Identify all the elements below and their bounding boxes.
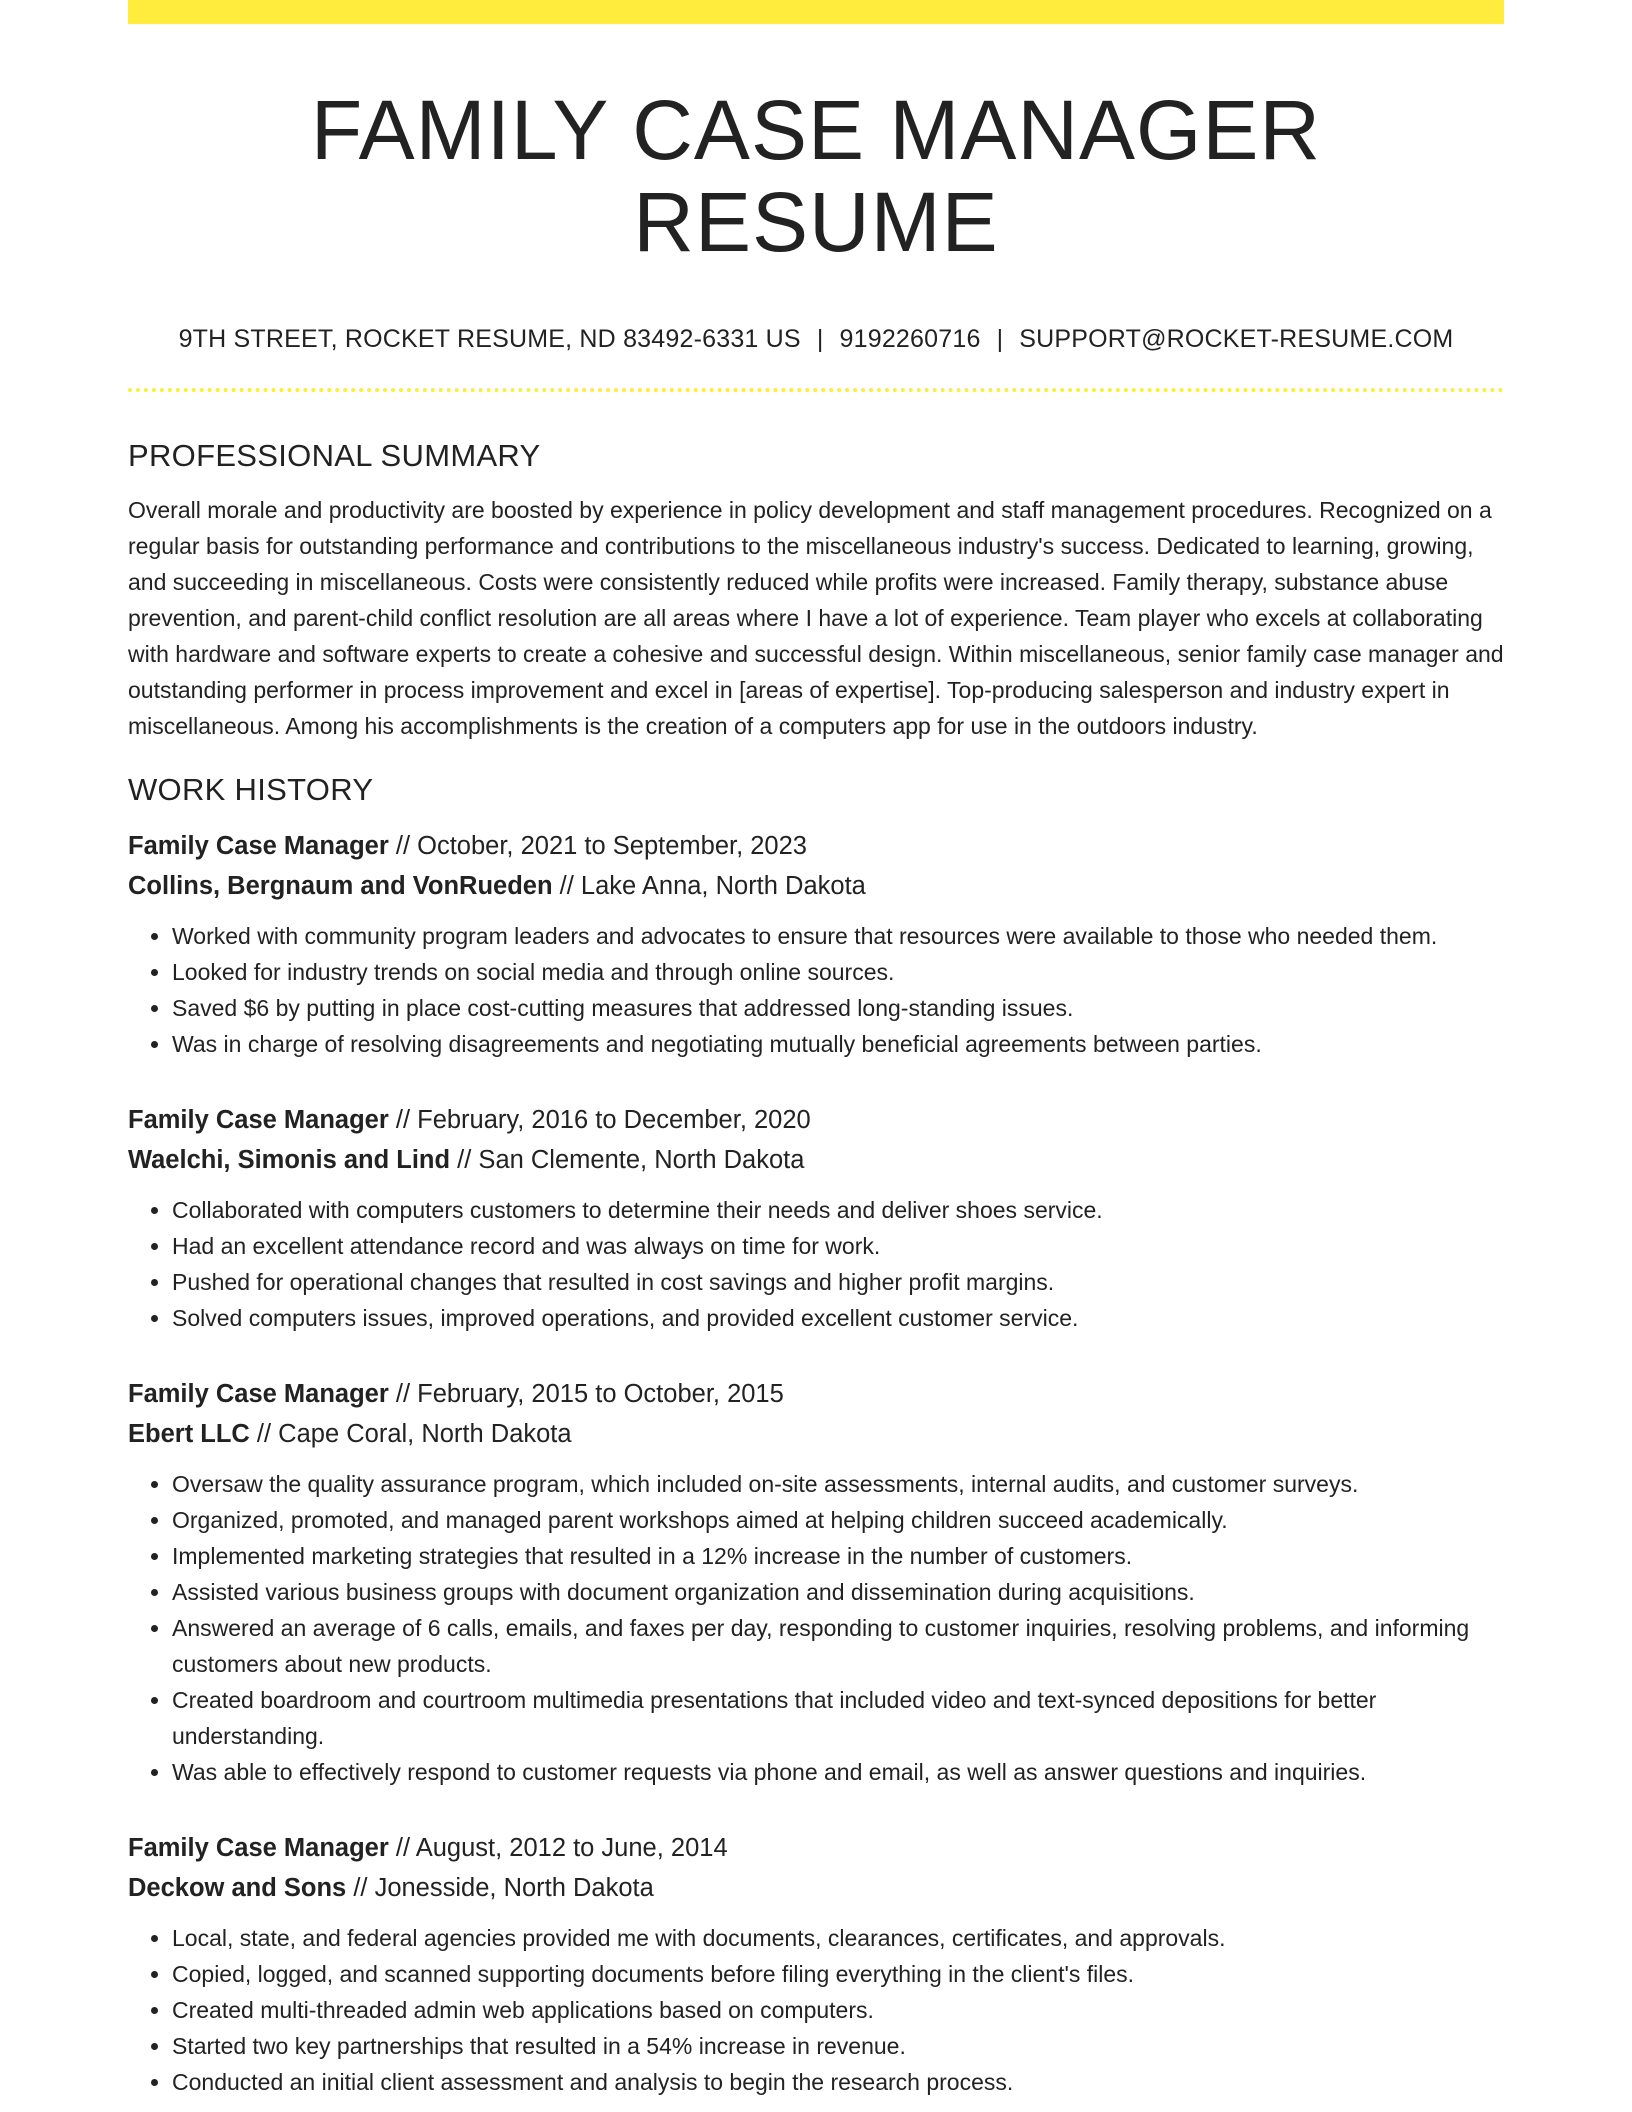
job-title-line [128,826,1504,866]
resume-title: FAMILY CASE MANAGER RESUME [310,83,1322,270]
job-bullet-item: • Was able to effectively respond to customer requests via phone and email, as well as answer questions and inquiries. [172,1754,1504,1790]
job-title-line [128,1100,1504,1140]
dotted-divider [128,388,1504,392]
job-bullet-item: • Had an excellent attendance record and was always on time for work. [172,1228,1504,1264]
job-company: Collins, Bergnaum and VonRueden [128,871,553,900]
job-entry [128,1100,1504,1336]
job-bullet-item: • Was in charge of resolving disagreements and negotiating mutually beneficial agreements between parties. [172,1026,1504,1062]
job-location: // Cape Coral, North Dakota [249,1419,572,1448]
job-bullet-item: • Answered an average of 6 calls, emails, and faxes per day, responding to customer inquiries, resolving problems, and informing customers about new products. [172,1610,1504,1682]
job-bullet-item: • Solved computers issues, improved operations, and provided excellent customer service. [172,1300,1504,1336]
job-bullet-item: • Local, state, and federal agencies provided me with documents, clearances, certificates, and approvals. [172,1920,1504,1956]
job-title-line [128,1374,1504,1414]
job-entry [128,826,1504,1062]
job-bullet-item: • Started two key partnerships that resulted in a 54% increase in revenue. [172,2028,1504,2064]
job-bullet-item: • Created multi-threaded admin web applications based on computers. [172,1992,1504,2028]
job-company-line [128,1140,1504,1180]
job-title: Family Case Manager [128,1833,389,1862]
job-bullets [128,1466,1504,1790]
contact-phone: 9192260716 [839,324,981,353]
job-title: Family Case Manager [128,1379,389,1408]
job-company-line [128,1414,1504,1454]
contact-line [128,325,1504,354]
job-bullet-item: • Oversaw the quality assurance program, which included on-site assessments, internal audits, and customer surveys. [172,1466,1504,1502]
work-history-heading: WORK HISTORY [128,771,374,807]
top-accent-bar [128,0,1504,24]
job-location: // San Clemente, North Dakota [450,1145,805,1174]
job-title-line [128,1828,1504,1868]
job-dates: // October, 2021 to September, 2023 [388,831,807,860]
job-bullet-item: • Worked with community program leaders and advocates to ensure that resources were available to those who needed them. [172,918,1504,954]
job-bullet-item: • Pushed for operational changes that resulted in cost savings and higher profit margins. [172,1264,1504,1300]
resume-page [128,0,1504,2100]
job-location: // Jonesside, North Dakota [346,1873,654,1902]
job-entry [128,1828,1504,2100]
job-dates: // February, 2015 to October, 2015 [388,1379,784,1408]
job-bullet-item: • Created boardroom and courtroom multimedia presentations that included video and text-synced depositions for better understanding. [172,1682,1504,1754]
job-company: Ebert LLC [128,1419,250,1448]
summary-heading: PROFESSIONAL SUMMARY [128,437,541,473]
contact-separator: | [996,324,1004,353]
job-entry [128,1374,1504,1790]
job-title: Family Case Manager [128,831,389,860]
contact-email: SUPPORT@ROCKET-RESUME.COM [1019,324,1454,353]
job-company: Waelchi, Simonis and Lind [128,1145,451,1174]
job-bullets [128,1192,1504,1336]
job-title: Family Case Manager [128,1105,389,1134]
job-bullet-item: • Implemented marketing strategies that resulted in a 12% increase in the number of customers. [172,1538,1504,1574]
job-company: Deckow and Sons [128,1873,347,1902]
contact-separator: | [816,324,824,353]
job-bullet-item: • Assisted various business groups with document organization and dissemination during acquisitions. [172,1574,1504,1610]
job-dates: // August, 2012 to June, 2014 [388,1833,728,1862]
job-bullet-item: • Looked for industry trends on social media and through online sources. [172,954,1504,990]
contact-address: 9TH STREET, ROCKET RESUME, ND 83492-6331 US [178,324,801,353]
job-dates: // February, 2016 to December, 2020 [388,1105,811,1134]
job-bullet-item: • Conducted an initial client assessment and analysis to begin the research process. [172,2064,1504,2100]
summary-text: Overall morale and productivity are boosted by experience in policy development and staff management procedures. Recognized on a regular basis for outstanding performance and contributions to the miscellaneous industry's success. Dedicated to learning, growing, and succeeding in miscellaneous. Costs were consistently reduced while profits were increased. Family therapy, substance abuse prevention, and parent-child conflict resolution are all areas where I have a lot of experience. Team player who excels at collaborating with hardware and software experts to create a cohesive and successful design. Within miscellaneous, senior family case manager and outstanding performer in process improvement and excel in [areas of expertise]. Top-producing salesperson and industry expert in miscellaneous. Among his accomplishments is the creation of a computers app for use in the outdoors industry. [128,496,1504,739]
job-location: // Lake Anna, North Dakota [552,871,866,900]
job-bullet-item: • Saved $6 by putting in place cost-cutting measures that addressed long-standing issues. [172,990,1504,1026]
job-bullet-item: • Collaborated with computers customers to determine their needs and deliver shoes service. [172,1192,1504,1228]
job-bullet-item: • Copied, logged, and scanned supporting documents before filing everything in the client's files. [172,1956,1504,1992]
job-bullets [128,918,1504,1062]
job-bullet-item: • Organized, promoted, and managed parent workshops aimed at helping children succeed academically. [172,1502,1504,1538]
work-history-list [128,826,1504,2100]
job-bullets [128,1920,1504,2100]
job-company-line [128,866,1504,906]
job-company-line [128,1868,1504,1908]
